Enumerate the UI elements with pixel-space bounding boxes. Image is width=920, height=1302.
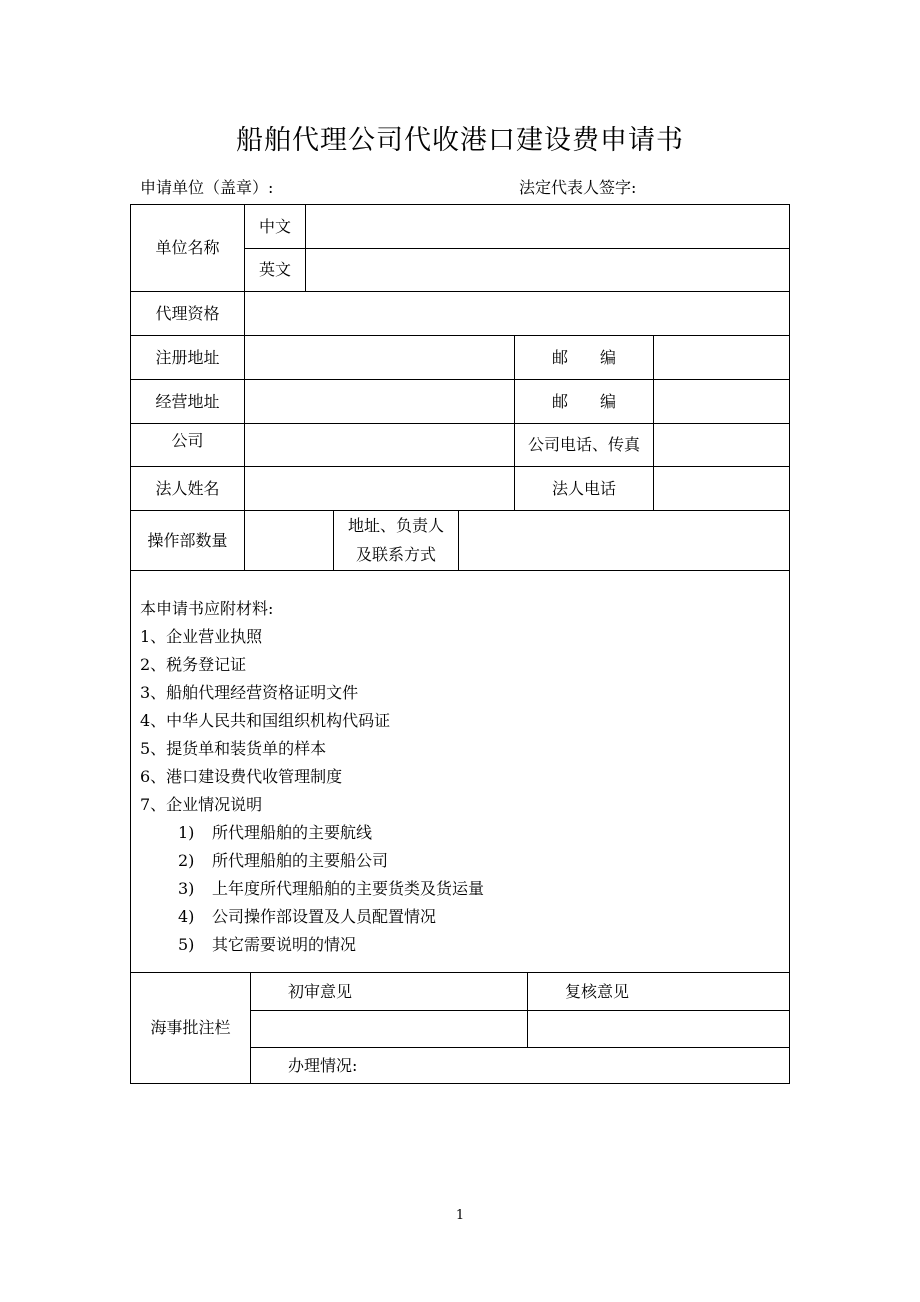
list-item: 3、船舶代理经营资格证明文件 bbox=[140, 683, 359, 702]
table-rule bbox=[130, 570, 790, 571]
registered-address-label: 注册地址 bbox=[155, 347, 220, 367]
table-border-right bbox=[789, 204, 790, 1084]
sub-list-item bbox=[140, 847, 770, 875]
sub-list-number: 3) bbox=[178, 879, 195, 898]
sub-list-number: 1) bbox=[178, 823, 195, 842]
operating-postcode-field[interactable] bbox=[654, 380, 789, 423]
initial-review-label: 初审意见 bbox=[288, 982, 353, 1001]
list-item: 6、港口建设费代收管理制度 bbox=[140, 767, 343, 786]
list-item: 5、提货单和装货单的样本 bbox=[140, 739, 327, 758]
handling-status-label: 办理情况: bbox=[288, 1056, 358, 1075]
sub-list-number: 4) bbox=[178, 907, 195, 926]
application-form-table bbox=[130, 204, 790, 1084]
operating-postcode-label: 邮 编 bbox=[551, 391, 616, 411]
page-number: 1 bbox=[455, 1208, 465, 1223]
phone-fax-field[interactable] bbox=[654, 424, 789, 466]
operation-dept-count-label: 操作部数量 bbox=[147, 530, 228, 550]
sub-list-item bbox=[140, 819, 770, 847]
legal-person-phone-label: 法人电话 bbox=[551, 478, 616, 498]
list-item: 1、企业营业执照 bbox=[140, 627, 263, 646]
phone-fax-label: 公司电话、传真 bbox=[527, 435, 640, 454]
sub-list-item bbox=[140, 875, 770, 903]
chinese-name-field[interactable] bbox=[306, 205, 789, 248]
address-contact-label-line2: 及联系方式 bbox=[355, 545, 436, 564]
attachments-section bbox=[140, 595, 770, 959]
legal-person-name-field[interactable] bbox=[245, 467, 514, 510]
table-border-bottom bbox=[130, 1083, 790, 1084]
registered-postcode-field[interactable] bbox=[654, 336, 789, 379]
sub-list-text: 公司操作部设置及人员配置情况 bbox=[212, 907, 437, 926]
english-name-field[interactable] bbox=[306, 249, 789, 291]
legal-person-phone-field[interactable] bbox=[654, 467, 789, 510]
re-review-field[interactable] bbox=[528, 1011, 789, 1047]
sub-list-item bbox=[140, 903, 770, 931]
sub-list-text: 所代理船舶的主要航线 bbox=[212, 823, 373, 842]
english-label: 英文 bbox=[258, 260, 291, 279]
document-title: 船舶代理公司代收港口建设费申请书 bbox=[236, 125, 684, 156]
chinese-label: 中文 bbox=[258, 216, 291, 236]
company-label-text: 公司 bbox=[171, 431, 204, 450]
registered-address-field[interactable] bbox=[245, 336, 514, 379]
list-item: 4、中华人民共和国组织机构代码证 bbox=[140, 711, 391, 730]
company-website-field[interactable] bbox=[245, 424, 514, 466]
agency-qualification-field[interactable] bbox=[245, 292, 789, 335]
operation-dept-count-field[interactable] bbox=[245, 511, 333, 570]
applicant-seal-label: 申请单位（盖章）: bbox=[140, 178, 274, 197]
address-contact-field[interactable] bbox=[459, 511, 789, 570]
sub-list-text: 上年度所代理船舶的主要货类及货运量 bbox=[212, 879, 485, 898]
legal-representative-signature-label: 法定代表人签字: bbox=[519, 178, 637, 197]
operating-address-field[interactable] bbox=[245, 380, 514, 423]
company-name-label: 单位名称 bbox=[155, 238, 220, 257]
attachments-heading: 本申请书应附材料: bbox=[140, 599, 274, 618]
list-item: 7、企业情况说明 bbox=[140, 795, 263, 814]
sub-list-number: 5) bbox=[178, 935, 195, 954]
legal-person-name-label: 法人姓名 bbox=[155, 478, 220, 498]
initial-review-field[interactable] bbox=[251, 1011, 527, 1047]
maritime-annotation-label: 海事批注栏 bbox=[150, 1018, 231, 1037]
registered-postcode-label: 邮 编 bbox=[551, 347, 616, 367]
sub-list-text: 其它需要说明的情况 bbox=[212, 935, 357, 954]
company-label bbox=[131, 424, 244, 466]
sub-list-item bbox=[140, 931, 770, 959]
sub-list-text: 所代理船舶的主要船公司 bbox=[212, 851, 389, 870]
re-review-label: 复核意见 bbox=[565, 982, 630, 1001]
operating-address-label: 经营地址 bbox=[155, 391, 220, 411]
list-item: 2、税务登记证 bbox=[140, 655, 247, 674]
sub-list-number: 2) bbox=[178, 851, 195, 870]
agency-qualification-label: 代理资格 bbox=[155, 303, 220, 323]
address-contact-label-line1: 地址、负责人 bbox=[347, 516, 444, 535]
address-contact-label bbox=[334, 511, 458, 570]
